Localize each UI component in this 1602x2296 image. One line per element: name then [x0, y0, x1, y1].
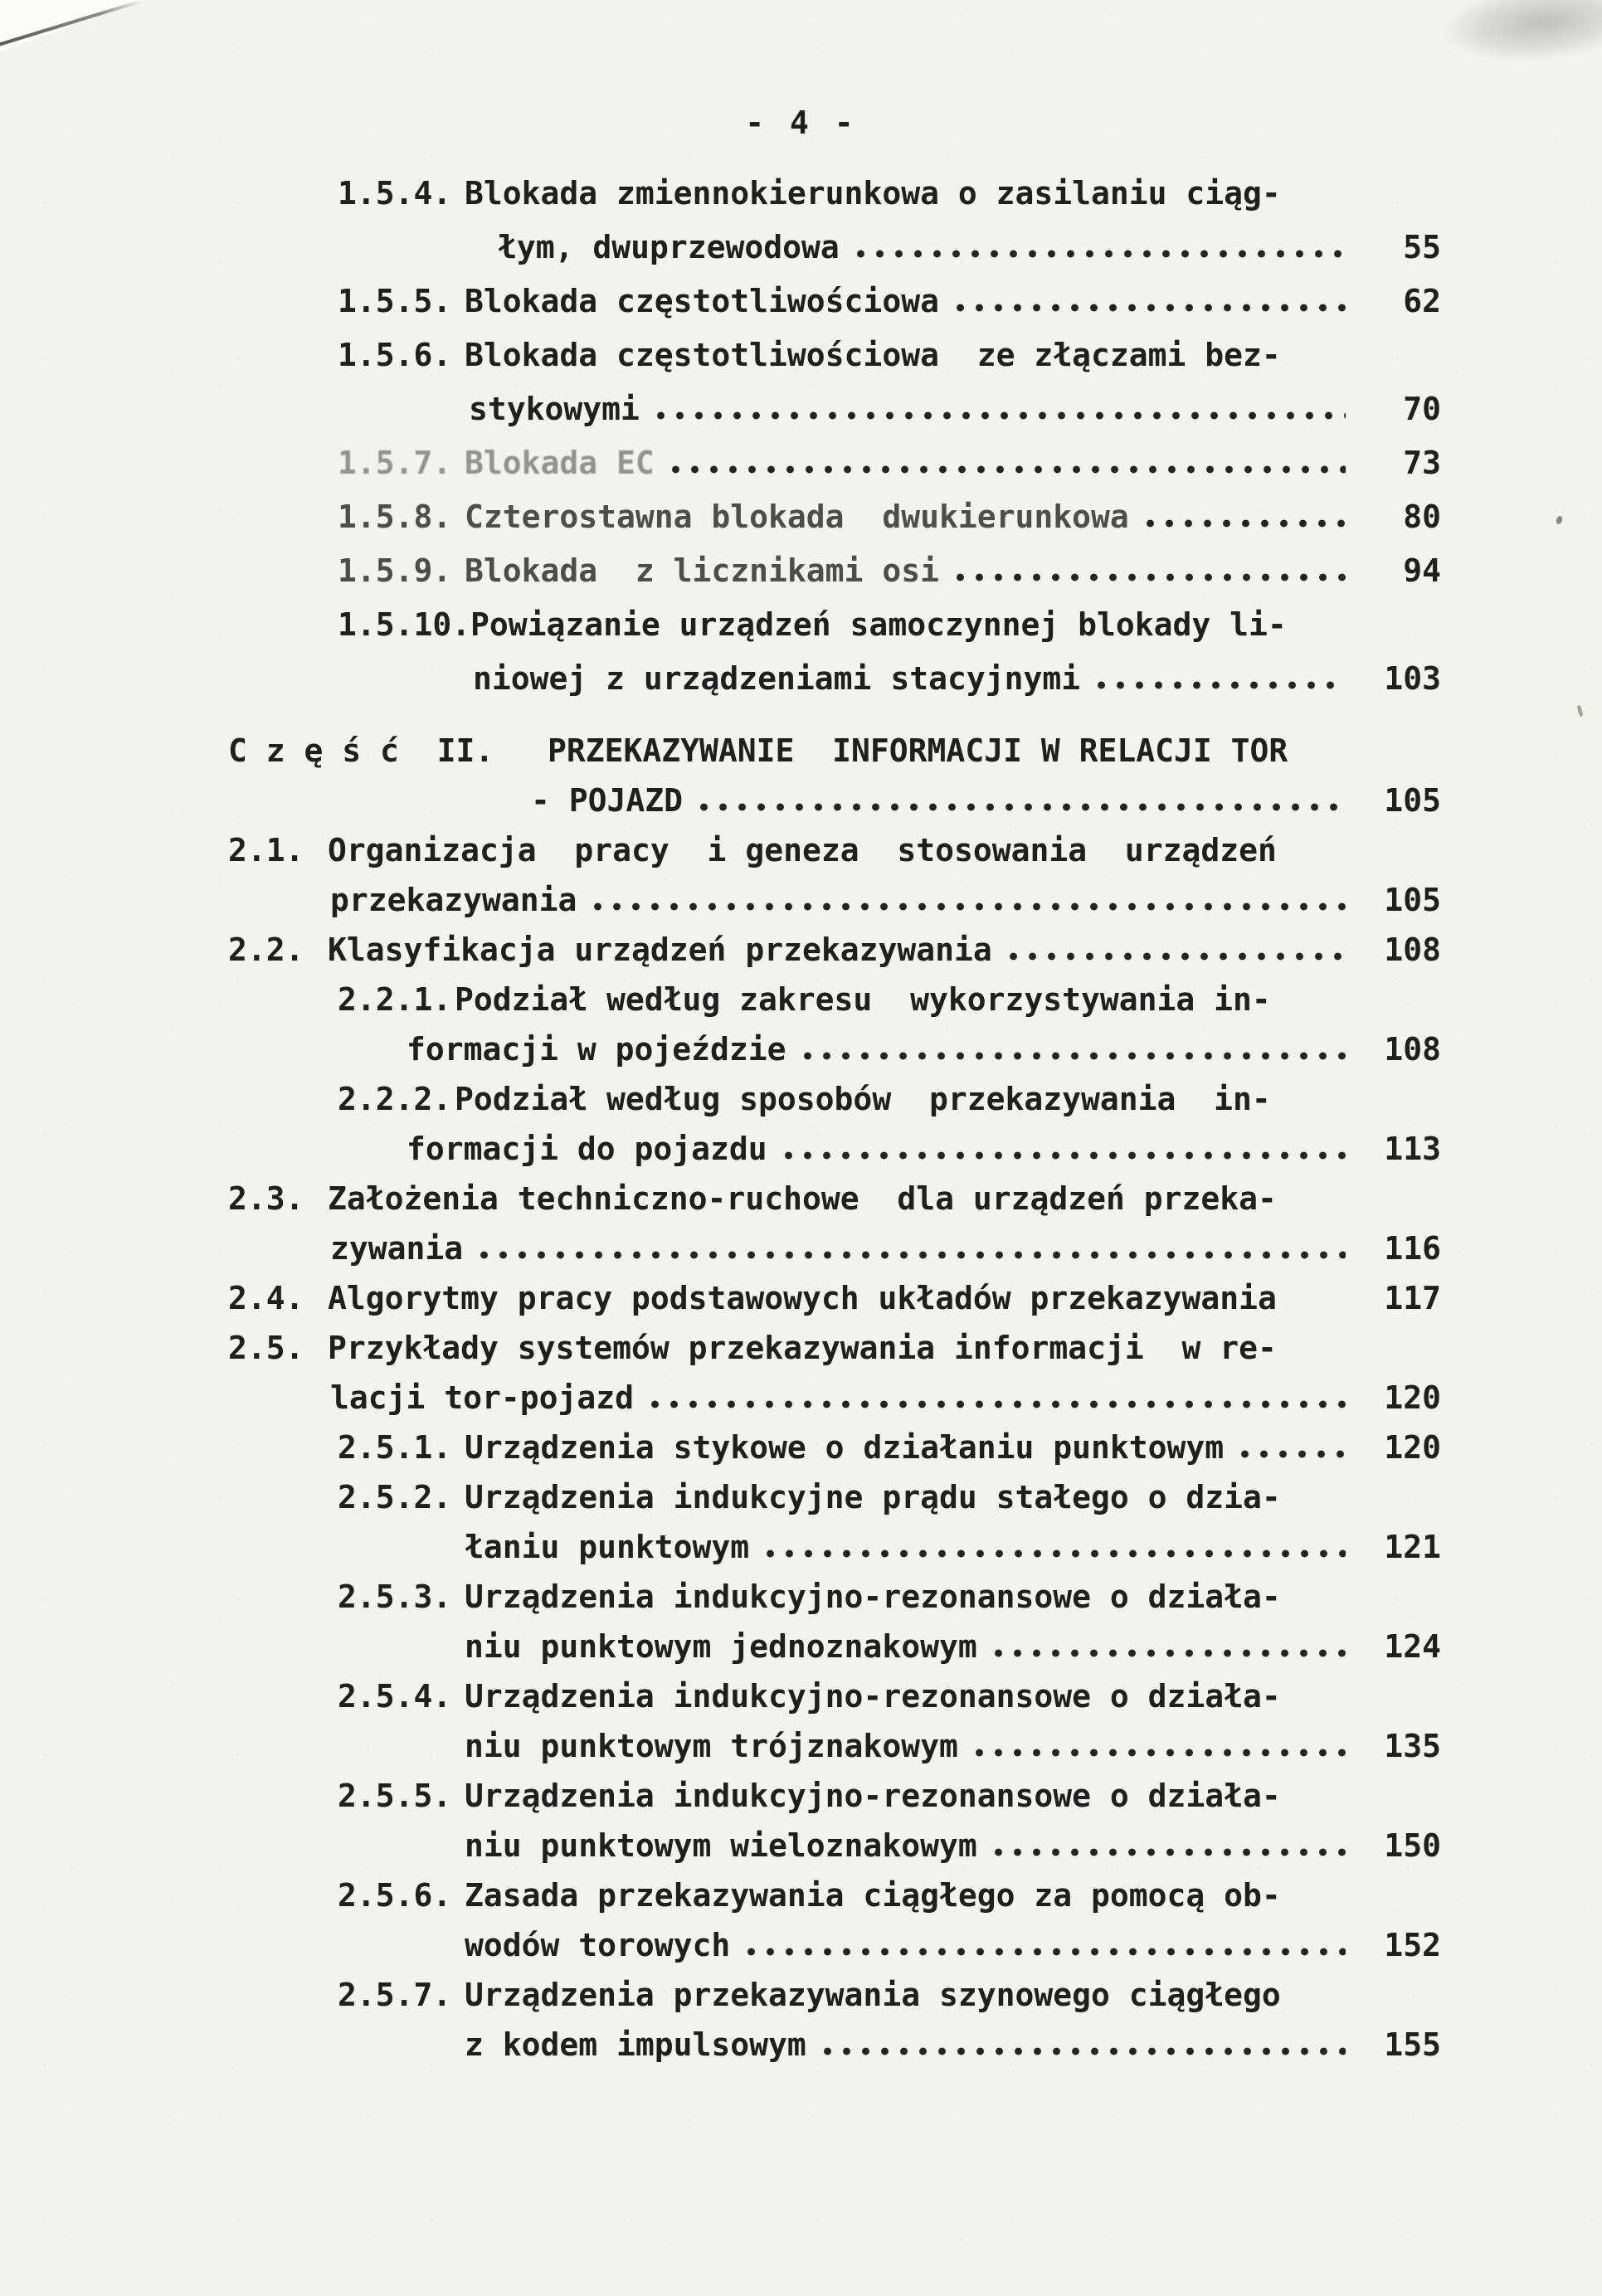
- toc-item-number: 2.5.1.: [338, 1429, 452, 1466]
- toc-item-text: z kodem impulsowym: [465, 2026, 806, 2063]
- toc-item-number: 2.4.: [228, 1280, 304, 1316]
- page-number: 108: [1384, 1031, 1441, 1068]
- dot-leader: [989, 1649, 1346, 1657]
- toc-line: [0, 1423, 1602, 1472]
- page-number: 124: [1384, 1628, 1441, 1665]
- toc-item-text: wodów torowych: [465, 1927, 731, 1963]
- toc-line: [0, 1671, 1602, 1721]
- toc-line: [0, 825, 1602, 875]
- toc-line: [0, 1074, 1602, 1124]
- toc-item-content: [470, 606, 1441, 643]
- toc-item-text: Podział według zakresu wykorzystywania in-: [455, 981, 1271, 1018]
- dot-leader: [666, 465, 1346, 474]
- toc-item-content: [328, 1330, 1441, 1366]
- toc-line: [0, 382, 1602, 435]
- toc-line: [0, 1771, 1602, 1821]
- toc-item-text: Klasyfikacja urządzeń przekazywania: [328, 932, 992, 968]
- toc-item-number: 1.5.6.: [338, 336, 452, 373]
- page-number: 80: [1403, 498, 1441, 535]
- toc-item-content: [330, 1230, 1441, 1267]
- toc-item-number: 2.5.2.: [338, 1479, 452, 1515]
- toc-line: [0, 1323, 1602, 1373]
- toc-item-text: Organizacja pracy i geneza stosowania urządzeń: [328, 832, 1277, 868]
- page-number: 73: [1403, 444, 1441, 481]
- page-number: 116: [1384, 1230, 1441, 1267]
- toc-line: [0, 1920, 1602, 1970]
- dot-leader: [851, 250, 1346, 258]
- toc-item-number: C z ę ś ć II.: [228, 732, 494, 769]
- toc-line: [0, 166, 1602, 220]
- page-number: 117: [1384, 1280, 1441, 1316]
- page-number: 108: [1384, 932, 1441, 968]
- toc-item-content: [469, 391, 1441, 427]
- toc-item-content: [465, 337, 1441, 373]
- toc-item-number: 1.5.8.: [338, 498, 452, 535]
- toc-item-number: 1.5.9.: [338, 552, 452, 589]
- toc-line: [0, 651, 1602, 705]
- toc-item-text: Czterostawna blokada dwukierunkowa: [465, 498, 1129, 535]
- toc-item-text: Urządzenia przekazywania szynowego ciągłego: [465, 1977, 1281, 2013]
- toc-item-content: [465, 1628, 1441, 1665]
- page-number: 62: [1403, 282, 1441, 319]
- toc-item-text: formacji do pojazdu: [407, 1131, 767, 1167]
- toc-item-content: [407, 1131, 1441, 1167]
- toc-item-content: [548, 732, 1441, 769]
- toc-line: [0, 925, 1602, 975]
- toc-line: [0, 1821, 1602, 1870]
- dot-leader: [1288, 1301, 1346, 1309]
- toc-line: [0, 1024, 1602, 1074]
- toc-item-number: 1.5.10.: [338, 606, 471, 643]
- toc-item-content: [465, 1977, 1441, 2013]
- toc-item-text: niu punktowym wieloznakowym: [465, 1827, 977, 1864]
- toc-item-text: Algorytmy pracy podstawowych układów przekazywania: [328, 1280, 1277, 1316]
- toc-line: [0, 776, 1602, 825]
- toc-line: [0, 1721, 1602, 1771]
- dot-leader: [989, 1848, 1346, 1856]
- dot-leader: [588, 902, 1346, 911]
- toc-item-content: [465, 499, 1441, 535]
- dot-leader: [645, 1400, 1346, 1408]
- page-number: 150: [1384, 1827, 1441, 1864]
- toc-section-part-two: [0, 726, 1602, 2070]
- toc-line: [0, 1124, 1602, 1174]
- toc-line: [0, 489, 1602, 543]
- toc-line: [0, 726, 1602, 776]
- toc-item-content: [465, 1778, 1441, 1814]
- toc-item-text: Blokada częstotliwościowa: [465, 282, 939, 319]
- page-number: 120: [1384, 1379, 1441, 1416]
- toc-item-text: stykowymi: [469, 390, 640, 427]
- toc-item-content: [455, 1081, 1441, 1117]
- toc-item-content: [330, 882, 1441, 918]
- toc-item-content: [465, 552, 1441, 589]
- toc-item-text: Powiązanie urządzeń samoczynnej blokady li-: [470, 606, 1287, 643]
- dot-leader: [818, 2047, 1346, 2055]
- toc-item-content: [465, 1927, 1441, 1963]
- page-number: 120: [1384, 1429, 1441, 1466]
- dot-leader: [761, 1549, 1346, 1558]
- toc-item-text: formacji w pojeździe: [407, 1031, 786, 1068]
- toc-line: [0, 1273, 1602, 1323]
- toc-line: [0, 1572, 1602, 1622]
- toc-item-number: 2.5.: [228, 1330, 304, 1366]
- toc-item-content: [328, 1280, 1441, 1316]
- toc-item-text: Zasada przekazywania ciągłego za pomocą ob-: [465, 1877, 1281, 1914]
- dot-leader: [951, 304, 1346, 312]
- page-number-header: - 4 -: [745, 105, 857, 141]
- toc-item-content: [407, 1031, 1441, 1068]
- page-number: 113: [1384, 1131, 1441, 1167]
- toc-item-number: 1.5.4.: [338, 174, 452, 212]
- dot-leader: [1141, 519, 1346, 528]
- toc-item-content: [465, 175, 1441, 212]
- toc-item-text: niu punktowym jednoznakowym: [465, 1628, 977, 1665]
- toc-line: [0, 543, 1602, 597]
- toc-line: [0, 875, 1602, 925]
- dot-leader: [1004, 952, 1346, 961]
- toc-line: [0, 328, 1602, 382]
- scan-smudge: [1440, 0, 1602, 70]
- toc-item-number: 2.2.2.: [338, 1081, 452, 1117]
- toc-item-text: Blokada zmiennokierunkowa o zasilaniu ciąg-: [465, 174, 1281, 212]
- page-number: 152: [1384, 1927, 1441, 1963]
- toc-line: [0, 1472, 1602, 1522]
- toc-item-text: Blokada EC: [465, 444, 655, 481]
- toc-item-number: 2.3.: [228, 1180, 304, 1217]
- toc-item-content: [328, 932, 1441, 968]
- toc-item-content: [465, 1877, 1441, 1914]
- toc-item-content: [465, 1429, 1441, 1466]
- toc-line: [0, 1223, 1602, 1273]
- toc-item-content: [465, 1827, 1441, 1864]
- toc-item-text: niu punktowym trójznakowym: [465, 1728, 958, 1764]
- toc-line: [0, 2020, 1602, 2070]
- toc-item-content: [465, 2026, 1441, 2063]
- toc-line: [0, 274, 1602, 328]
- page-number: 94: [1403, 552, 1441, 589]
- toc-item-content: [473, 660, 1441, 697]
- toc-item-text: niowej z urządzeniami stacyjnymi: [473, 659, 1081, 697]
- toc-item-text: Blokada z licznikami osi: [465, 552, 939, 589]
- dot-leader: [475, 1251, 1346, 1259]
- toc-item-text: PRZEKAZYWANIE INFORMACJI W RELACJI TOR: [548, 732, 1288, 769]
- dot-leader: [798, 1052, 1346, 1060]
- toc-item-content: [330, 1379, 1441, 1416]
- toc-item-content: [455, 981, 1441, 1018]
- toc-line: [0, 597, 1602, 651]
- toc-line: [0, 1373, 1602, 1423]
- page-number: 155: [1384, 2026, 1441, 2063]
- toc-item-text: Urządzenia indukcyjno-rezonansowe o działa-: [465, 1678, 1281, 1715]
- toc-item-text: łaniu punktowym: [465, 1529, 750, 1565]
- table-of-contents: [0, 166, 1602, 2070]
- toc-item-content: [465, 1529, 1441, 1565]
- toc-line: [0, 435, 1602, 489]
- toc-item-text: Urządzenia stykowe o działaniu punktowym: [465, 1429, 1225, 1466]
- toc-item-text: Blokada częstotliwościowa ze złączami bez-: [465, 336, 1281, 373]
- toc-line: [0, 1174, 1602, 1223]
- dot-leader: [694, 803, 1346, 811]
- toc-item-text: Założenia techniczno-ruchowe dla urządzeń przeka-: [328, 1180, 1277, 1217]
- toc-item-content: [498, 229, 1441, 265]
- toc-item-content: [465, 283, 1441, 319]
- dot-leader: [742, 1948, 1346, 1956]
- toc-item-number: 1.5.5.: [338, 282, 452, 319]
- toc-item-content: [465, 445, 1441, 481]
- toc-item-number: 2.5.5.: [338, 1778, 452, 1814]
- toc-item-text: - POJAZD: [531, 782, 684, 819]
- page-number: 105: [1384, 782, 1441, 819]
- toc-item-number: 2.5.3.: [338, 1578, 452, 1615]
- page-number: 55: [1403, 228, 1441, 265]
- page-number: 121: [1384, 1529, 1441, 1565]
- toc-item-content: [465, 1728, 1441, 1764]
- toc-line: [0, 975, 1602, 1024]
- toc-item-text: łym, dwuprzewodowa: [498, 228, 840, 265]
- toc-item-content: [328, 1180, 1441, 1217]
- page-number: 105: [1384, 882, 1441, 918]
- toc-item-text: Urządzenia indukcyjne prądu stałego o dzia-: [465, 1479, 1281, 1515]
- dot-leader: [1092, 681, 1346, 689]
- toc-line: [0, 1870, 1602, 1920]
- toc-item-text: zywania: [330, 1230, 464, 1267]
- toc-item-number: 2.5.6.: [338, 1877, 452, 1914]
- toc-item-number: 2.5.7.: [338, 1977, 452, 2013]
- toc-item-text: przekazywania: [330, 882, 577, 918]
- toc-item-text: Przykłady systemów przekazywania informacji w re-: [328, 1330, 1277, 1366]
- toc-line: [0, 1622, 1602, 1671]
- toc-item-number: 2.2.1.: [338, 981, 452, 1018]
- page-number: 103: [1384, 659, 1441, 697]
- dot-leader: [951, 573, 1346, 581]
- toc-item-content: [465, 1578, 1441, 1615]
- toc-line: [0, 1970, 1602, 2020]
- toc-section-part-one-tail: [0, 166, 1602, 705]
- page-number: 135: [1384, 1728, 1441, 1764]
- toc-line: [0, 1522, 1602, 1572]
- toc-item-text: Podział według sposobów przekazywania in-: [455, 1081, 1271, 1117]
- toc-item-content: [465, 1479, 1441, 1515]
- toc-line: [0, 220, 1602, 274]
- toc-item-content: [465, 1678, 1441, 1715]
- page-number: 70: [1403, 390, 1441, 427]
- toc-item-content: [531, 782, 1441, 819]
- dot-leader: [970, 1749, 1346, 1757]
- dot-leader: [779, 1151, 1346, 1160]
- toc-item-content: [328, 832, 1441, 868]
- toc-item-text: Urządzenia indukcyjno-rezonansowe o działa-: [465, 1578, 1281, 1615]
- toc-item-text: Urządzenia indukcyjno-rezonansowe o działa-: [465, 1778, 1281, 1814]
- dot-leader: [1235, 1450, 1346, 1458]
- toc-item-number: 2.1.: [228, 832, 304, 868]
- toc-item-number: 2.2.: [228, 932, 304, 968]
- toc-item-number: 1.5.7.: [338, 444, 452, 481]
- dot-leader: [651, 411, 1346, 420]
- toc-item-number: 2.5.4.: [338, 1678, 452, 1715]
- toc-item-text: lacji tor-pojazd: [330, 1379, 635, 1416]
